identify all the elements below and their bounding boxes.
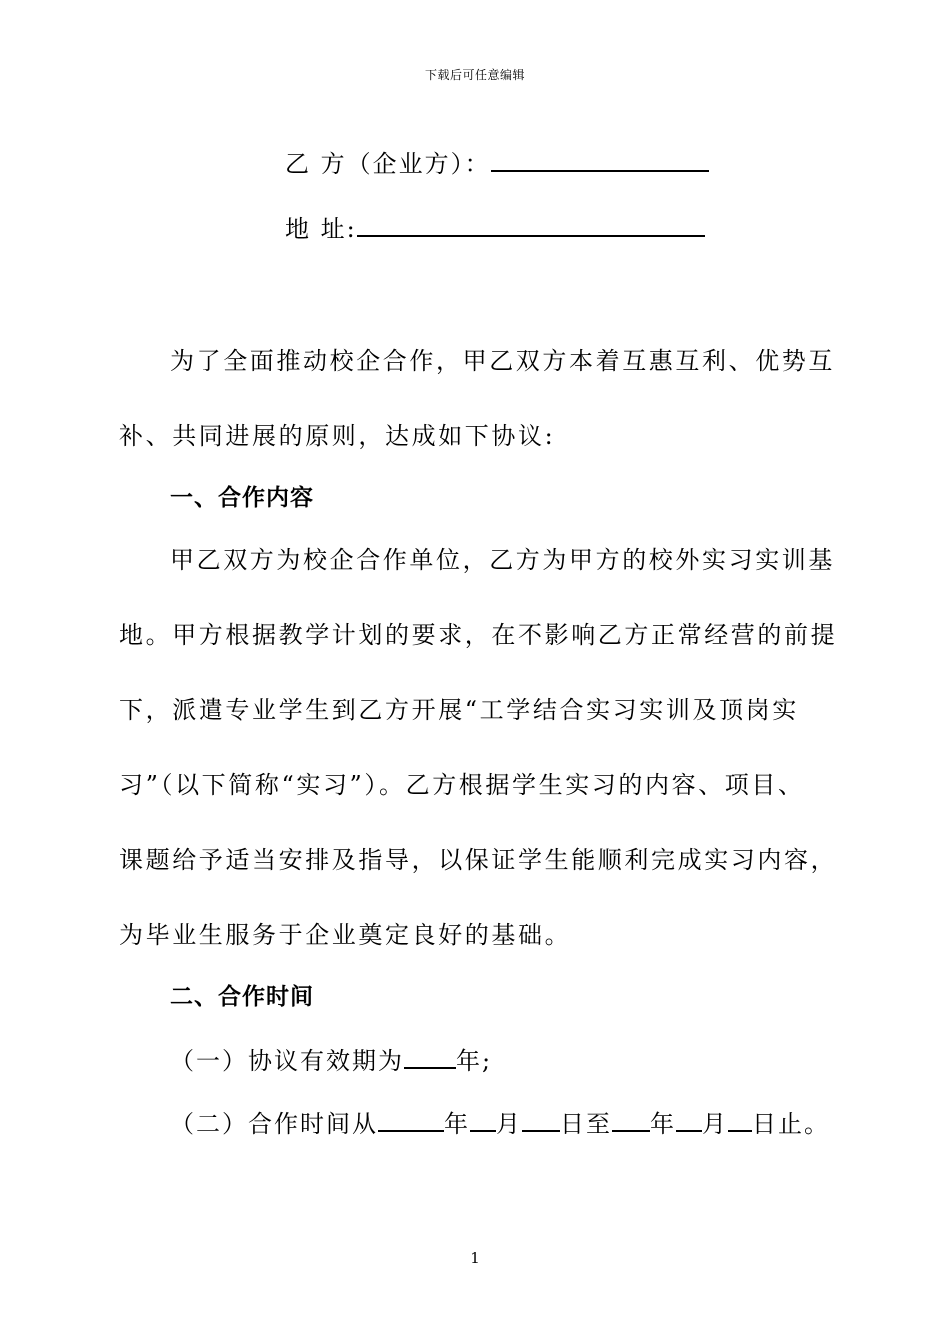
section1-line: 课题给予适当安排及指导，以保证学生能顺利完成实习内容，: [119, 846, 838, 874]
address-line: [285, 211, 705, 244]
section1-line: 下，派遣专业学生到乙方开展“工学结合实习实训及顶岗实: [119, 696, 799, 724]
end-day-blank[interactable]: [728, 1108, 752, 1132]
period-prefix: （二）合作时间从: [170, 1110, 378, 1138]
end-month-blank[interactable]: [676, 1108, 702, 1132]
section1-line: 甲乙双方为校企合作单位，乙方为甲方的校外实习实训基: [170, 546, 835, 574]
start-year-label: 年: [444, 1110, 470, 1138]
intro-line-1: 为了全面推动校企合作，甲乙双方本着互惠互利、优势互: [170, 347, 835, 375]
start-day-label: 日至: [560, 1110, 612, 1138]
term-prefix: （一）协议有效期为: [170, 1047, 404, 1075]
end-year-label: 年: [650, 1110, 676, 1138]
section1-line: 为毕业生服务于企业奠定良好的基础。: [119, 921, 572, 949]
party-b-label: 乙 方（企业方）：: [285, 150, 491, 178]
page-number: 1: [470, 1249, 480, 1267]
section1-heading: 一、合作内容: [170, 485, 314, 511]
party-b-line: [285, 146, 709, 179]
address-label: 地 址:: [285, 215, 357, 243]
start-day-blank[interactable]: [522, 1108, 560, 1132]
end-month-label: 月: [702, 1110, 728, 1138]
term-line: [170, 1045, 492, 1076]
start-month-blank[interactable]: [470, 1108, 496, 1132]
start-year-blank[interactable]: [378, 1108, 444, 1132]
section2-heading: 二、合作时间: [170, 984, 314, 1010]
page-header: 下载后可任意编辑: [424, 68, 525, 82]
term-years-blank[interactable]: [404, 1045, 456, 1069]
end-year-blank[interactable]: [612, 1108, 650, 1132]
section1-line: 地。甲方根据教学计划的要求，在不影响乙方正常经营的前提: [119, 621, 838, 649]
end-day-label: 日止。: [752, 1110, 830, 1138]
period-line: [170, 1108, 830, 1139]
address-blank[interactable]: [357, 211, 705, 237]
intro-line-2: 补、共同进展的原则，达成如下协议:: [119, 422, 556, 450]
start-month-label: 月: [496, 1110, 522, 1138]
term-suffix: 年;: [456, 1047, 493, 1075]
section1-line: 习”（以下简称“实习”）。乙方根据学生实习的内容、项目、: [119, 771, 805, 799]
party-b-blank[interactable]: [491, 146, 709, 172]
